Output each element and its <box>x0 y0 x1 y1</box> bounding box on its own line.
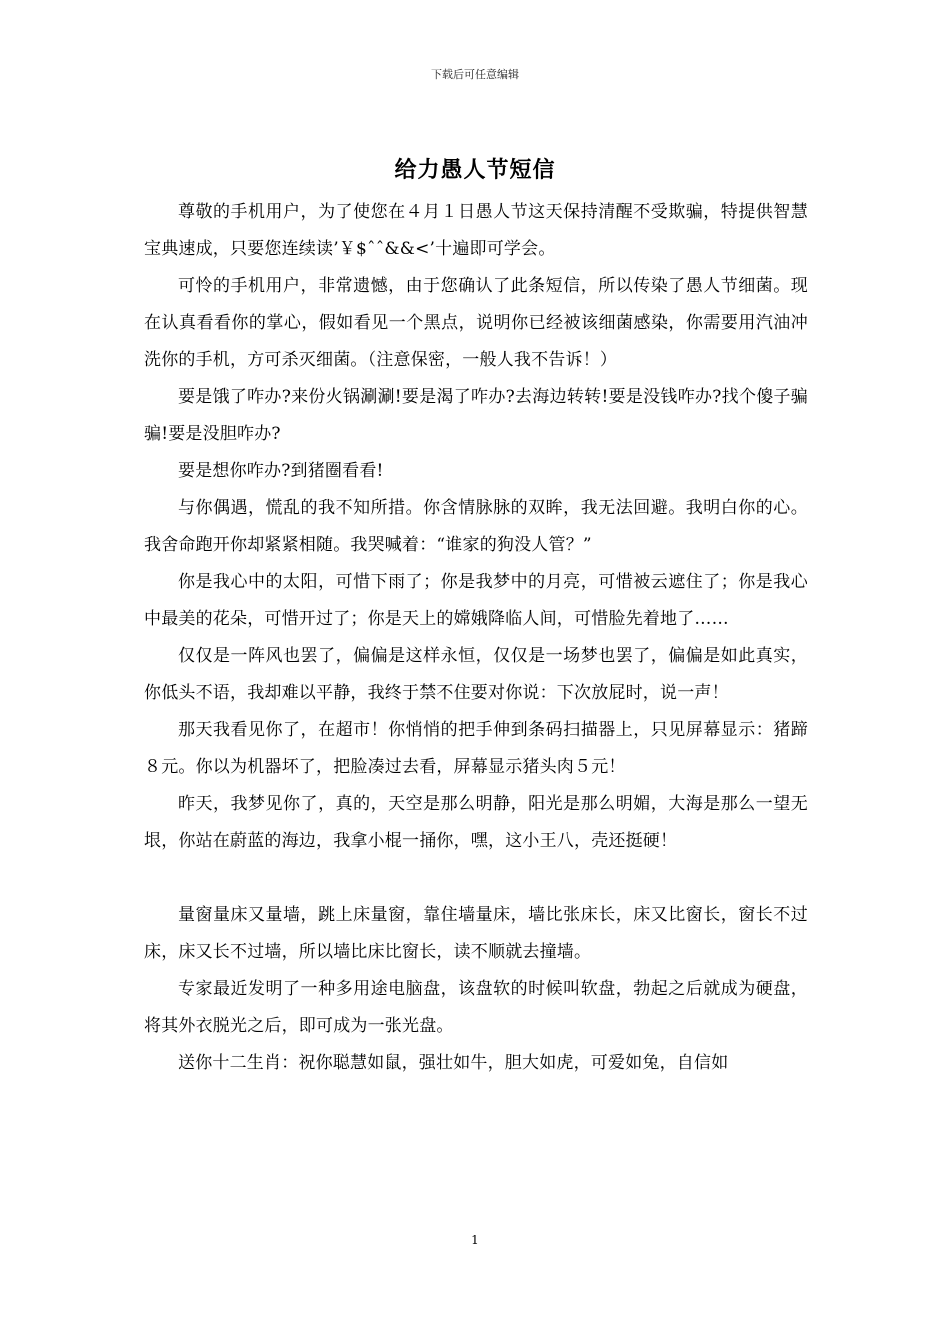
paragraph-2: 可怜的手机用户，非常遗憾，由于您确认了此条短信，所以传染了愚人节细菌。现在认真看看你的掌心，假如看见一个黑点，说明你已经被该细菌感染，你需要用汽油冲洗你的手机，方可杀灭细菌。（注意保密，一般人我不告诉！） <box>144 276 808 370</box>
paragraph-6: 你是我心中的太阳，可惜下雨了；你是我梦中的月亮，可惜被云遮住了；你是我心中最美的花朵，可惜开过了；你是天上的嫦娥降临人间，可惜脸先着地了…… <box>144 572 808 629</box>
paragraph-7: 仅仅是一阵风也罢了，偏偏是这样永恒，仅仅是一场梦也罢了，偏偏是如此真实，你低头不语，我却难以平静，我终于禁不住要对你说：下次放屁时，说一声！ <box>144 646 808 703</box>
paragraph-8: 那天我看见你了，在超市！你悄悄的把手伸到条码扫描器上，只见屏幕显示：猪蹄８元。你以为机器坏了，把脸凑过去看，屏幕显示猪头肉５元！ <box>144 720 808 777</box>
page-number: 1 <box>471 1233 479 1247</box>
paragraph-3: 要是饿了咋办?来份火锅涮涮!要是渴了咋办?去海边转转!要是没钱咋办?找个傻子骗骗!要是没胆咋办? <box>144 387 808 444</box>
document-title: 给力愚人节短信 <box>394 157 556 183</box>
paragraph-4: 要是想你咋办?到猪圈看看! <box>178 461 384 481</box>
paragraph-1: 尊敬的手机用户，为了使您在４月１日愚人节这天保持清醒不受欺骗，特提供智慧宝典速成，只要您连续读’￥$ˆˆ&&<’十遍即可学会。 <box>144 202 808 259</box>
paragraph-5: 与你偶遇，慌乱的我不知所措。你含情脉脉的双眸，我无法回避。我明白你的心。我舍命跑开你却紧紧相随。我哭喊着：“谁家的狗没人管？” <box>144 498 808 555</box>
paragraph-11: 专家最近发明了一种多用途电脑盘，该盘软的时候叫软盘，勃起之后就成为硬盘，将其外衣脱光之后，即可成为一张光盘。 <box>144 979 808 1036</box>
paragraph-9: 昨天，我梦见你了，真的，天空是那么明静，阳光是那么明媚，大海是那么一望无垠，你站在蔚蓝的海边，我拿小棍一捅你，嘿，这小王八，壳还挺硬！ <box>144 794 808 851</box>
blank-line <box>144 860 808 897</box>
page-header-note: 下载后可任意编辑 <box>431 68 519 81</box>
paragraph-12: 送你十二生肖：祝你聪慧如鼠，强壮如牛，胆大如虎，可爱如兔，自信如 <box>178 1053 729 1073</box>
paragraph-10: 量窗量床又量墙，跳上床量窗，靠住墙量床，墙比张床长，床又比窗长，窗长不过床，床又长不过墙，所以墙比床比窗长，读不顺就去撞墙。 <box>144 905 808 962</box>
document-body <box>144 194 808 1082</box>
